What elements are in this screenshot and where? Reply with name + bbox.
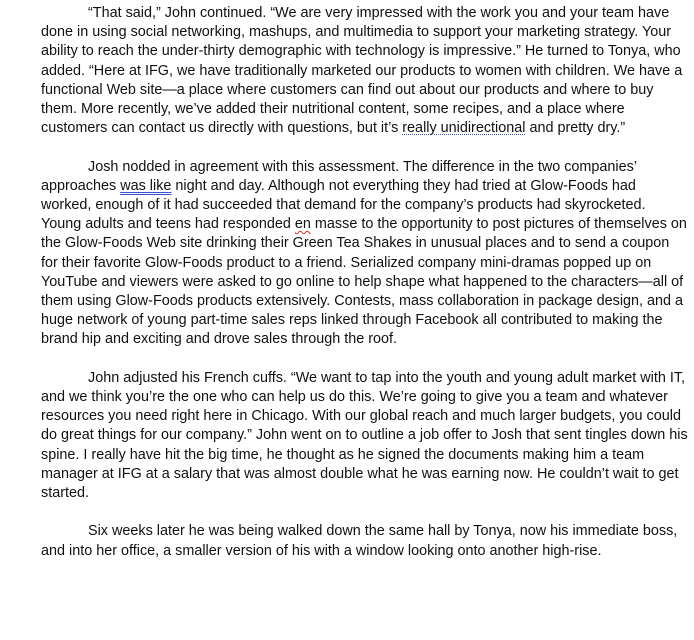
paragraph-2 xyxy=(41,158,689,350)
spelling-flag-en[interactable]: en xyxy=(294,216,311,233)
paragraph-2-text-c: masse to the opportunity to post pictures of themselves on the Glow-Foods Web site drinking their Green Tea Shakes in unusual places and to send a coupon for their favorite Glow-Foods product to a friend. Serialized company mini-dramas popped up on YouTube and viewers were asked to go online to help shape what happened to the characters—all of them using Glow-Foods products extensively. Contests, mass collaboration in package design, and a huge network of young part-time sales reps linked through Facebook all contributed to making the brand hip and exciting and drove sales through the roof. xyxy=(41,216,687,348)
paragraph-2-text-b: night and day. Although not everything they had tried at Glow-Foods had worked, enough of it had succeeded that demand for the company’s products had skyrocketed. Young adults and teens had responded xyxy=(41,177,646,233)
grammar-flag-really-unidirectional[interactable]: really unidirectional xyxy=(402,120,526,137)
paragraph-1-text-a: “That said,” John continued. “We are very impressed with the work you and your team have done in using social networking, mashups, and multimedia to support your marketing strategy. Your ability to reach the under-thirty demographic with technology is impressive.” He turned to Tonya, who added. “Here at IFG, we have traditionally marketed our products to women with children. We have a functional Web site—a place where customers can find out about our products and where to buy them. More recently, we’ve added their nutritional content, some recipes, and a place where customers can contact us directly with questions, but it’s xyxy=(41,5,683,137)
paragraph-4 xyxy=(41,522,689,560)
document-body xyxy=(41,4,689,561)
paragraph-1-text-b: and pretty dry.” xyxy=(525,120,626,137)
paragraph-1 xyxy=(41,4,689,138)
paragraph-3 xyxy=(41,369,689,503)
paragraph-2-text-a: Josh nodded in agreement with this assessment. The difference in the two companies’ approaches xyxy=(41,158,637,194)
grammar-flag-was-like[interactable]: was like xyxy=(120,177,172,194)
paragraph-3-text: John adjusted his French cuffs. “We want to tap into the youth and young adult market with IT, and we think you’re the one who can help us do this. We’re going to give you a team and whatever resources you need right here in Chicago. With our global reach and much larger budgets, you could do great things for our company.” John went on to outline a job offer to Josh that sent tingles down his spine. I really have hit the big time, he thought as he signed the documents making him a team manager at IFG at a salary that was almost double what he was earning now. He couldn’t wait to get started. xyxy=(41,369,688,502)
paragraph-4-text: Six weeks later he was being walked down the same hall by Tonya, now his immediate boss, and into her office, a smaller version of his with a window looking onto another high-rise. xyxy=(41,523,678,559)
